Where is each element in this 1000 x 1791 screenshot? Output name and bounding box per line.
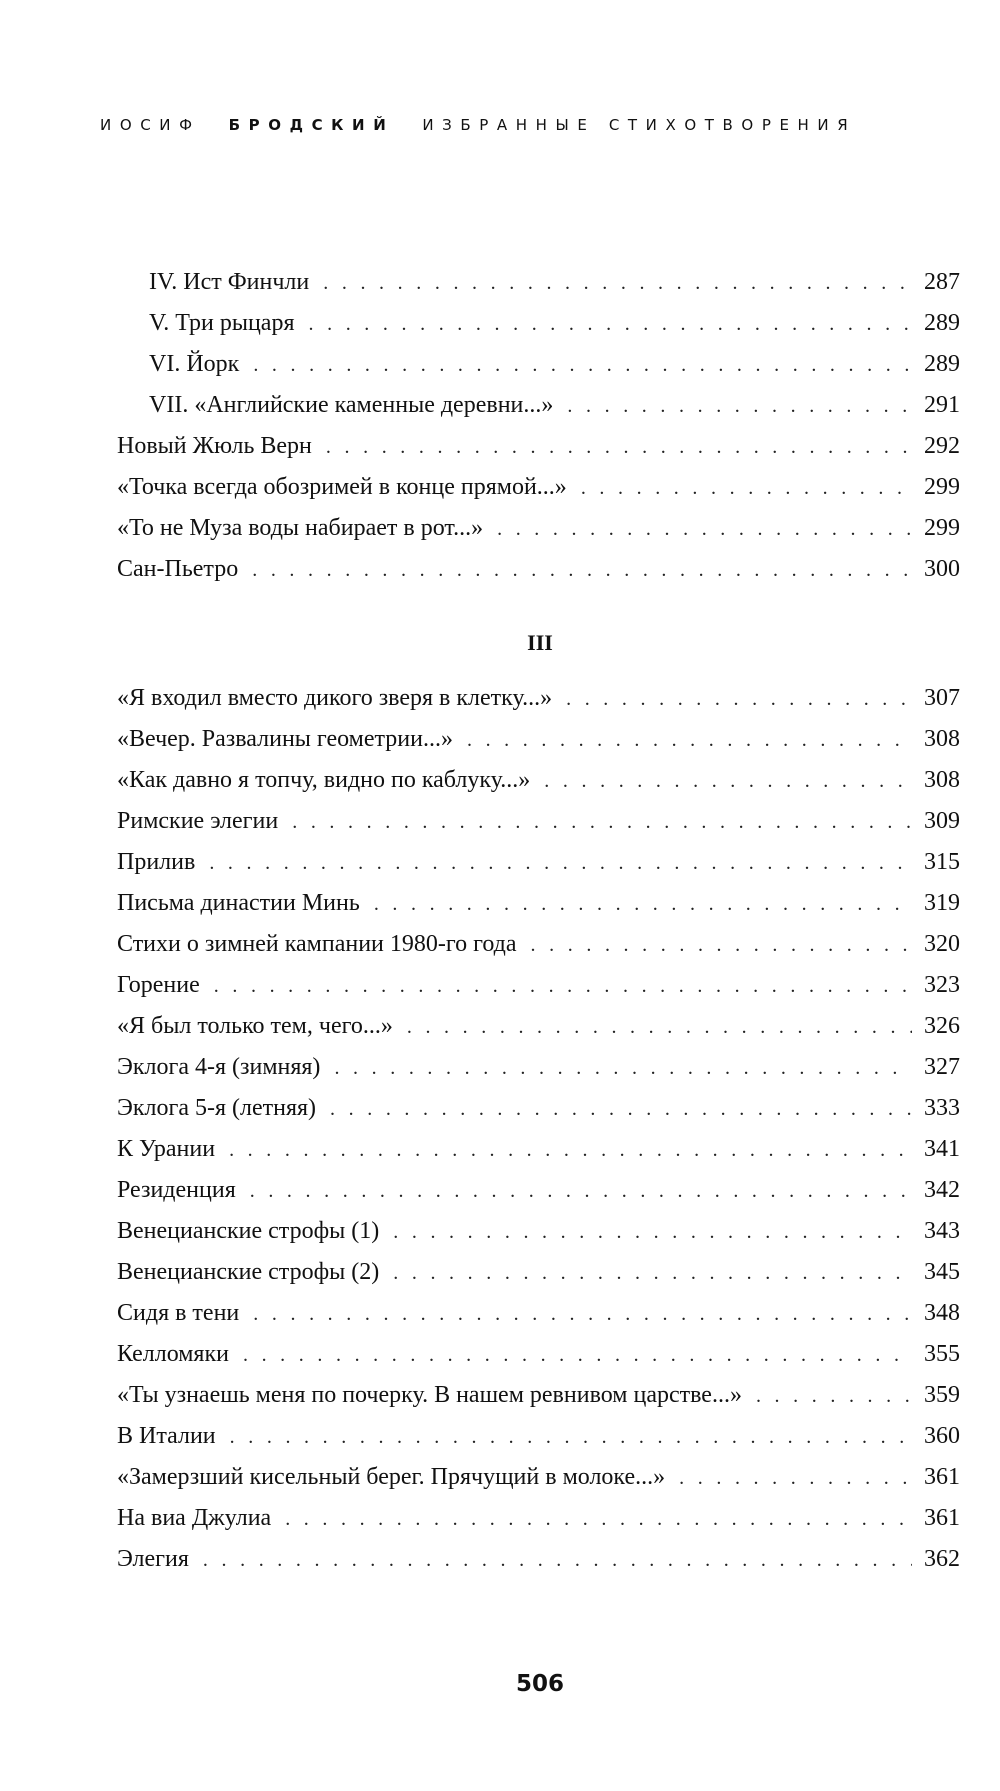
toc-entry — [117, 678, 960, 719]
toc-entry-page: 333 — [924, 1095, 960, 1121]
toc-entry-title: Римские элегии — [117, 808, 279, 834]
toc-entry-title: К Урании — [117, 1136, 216, 1162]
toc-entry-title: V. Три рыцаря — [149, 310, 295, 336]
dot-leader — [214, 966, 912, 1007]
dot-leader — [544, 761, 912, 802]
dot-leader — [756, 1376, 912, 1417]
toc-entry-page: 327 — [924, 1054, 960, 1080]
toc-entry — [117, 1047, 960, 1088]
toc-entry-page: 315 — [924, 849, 960, 875]
toc-entry — [117, 508, 960, 549]
toc-entry-title: Новый Жюль Верн — [117, 433, 312, 459]
toc-entry-title: VII. «Английские каменные деревни...» — [149, 392, 554, 418]
toc-entry-page: 345 — [924, 1259, 960, 1285]
toc-entry-page: 299 — [924, 474, 960, 500]
toc-entry-title: Прилив — [117, 849, 196, 875]
dot-leader — [467, 720, 912, 761]
author-first-name: ИОСИФ — [100, 116, 201, 134]
dot-leader — [497, 509, 912, 550]
toc-entry — [117, 1375, 960, 1416]
toc-entry-page: 291 — [924, 392, 960, 418]
dot-leader — [253, 345, 912, 386]
toc-entry-title: Письма династии Минь — [117, 890, 360, 916]
dot-leader — [229, 1130, 912, 1171]
toc-entry-title: Горение — [117, 972, 200, 998]
dot-leader — [250, 1171, 912, 1212]
dot-leader — [253, 1294, 912, 1335]
toc-entry-page: 307 — [924, 685, 960, 711]
book-title: ИЗБРАННЫЕ СТИХОТВОРЕНИЯ — [422, 116, 857, 134]
dot-leader — [323, 263, 912, 304]
dot-leader — [566, 679, 912, 720]
section-heading: III — [527, 630, 553, 655]
toc-entry — [117, 1539, 960, 1580]
toc-entry-page: 362 — [924, 1546, 960, 1572]
toc-entry-page: 361 — [924, 1505, 960, 1531]
toc-entry-page: 309 — [924, 808, 960, 834]
toc-entry — [117, 924, 960, 965]
toc-entry — [117, 1498, 960, 1539]
dot-leader — [374, 884, 912, 925]
dot-leader — [581, 468, 912, 509]
dot-leader — [230, 1417, 912, 1458]
toc-entry — [117, 1006, 960, 1047]
dot-leader — [209, 843, 912, 884]
toc-entry — [117, 1293, 960, 1334]
toc-entry — [117, 303, 960, 344]
toc-entry-title: Резиденция — [117, 1177, 236, 1203]
toc-entry-title: Венецианские строфы (2) — [117, 1259, 380, 1285]
dot-leader — [330, 1089, 912, 1130]
toc-entry — [117, 426, 960, 467]
toc-entry — [117, 467, 960, 508]
toc-entry-title: Сан-Пьетро — [117, 556, 239, 582]
toc-entry — [117, 1334, 960, 1375]
dot-leader — [326, 427, 912, 468]
toc-entry-page: 348 — [924, 1300, 960, 1326]
toc-entry-page: 359 — [924, 1382, 960, 1408]
toc-entry — [117, 1252, 960, 1293]
toc-entry — [117, 719, 960, 760]
toc-entry-title: IV. Ист Финчли — [149, 269, 310, 295]
toc-entry-page: 308 — [924, 726, 960, 752]
toc-entry-title: Элегия — [117, 1546, 189, 1572]
toc-entry-title: Стихи о зимней кампании 1980-го года — [117, 931, 517, 957]
toc-entry-page: 287 — [924, 269, 960, 295]
toc-entry — [117, 965, 960, 1006]
dot-leader — [679, 1458, 912, 1499]
toc-entry-title: В Италии — [117, 1423, 216, 1449]
toc-entry-page: 326 — [924, 1013, 960, 1039]
toc-entry — [117, 385, 960, 426]
toc-entry-title: На виа Джулиа — [117, 1505, 272, 1531]
toc-entry-page: 319 — [924, 890, 960, 916]
toc-entry-page: 292 — [924, 433, 960, 459]
toc-entry-title: «Точка всегда обозримей в конце прямой...» — [117, 474, 567, 500]
toc-entry-title: «То не Муза воды набирает в рот...» — [117, 515, 484, 541]
toc-entry-title: Келломяки — [117, 1341, 229, 1367]
dot-leader — [567, 386, 912, 427]
toc-entry — [117, 549, 960, 590]
toc-entry-page: 342 — [924, 1177, 960, 1203]
dot-leader — [309, 304, 913, 345]
toc-entry-title: «Я был только тем, чего...» — [117, 1013, 393, 1039]
dot-leader — [393, 1253, 912, 1294]
toc-entry — [117, 262, 960, 303]
dot-leader — [531, 925, 912, 966]
toc-entry-page: 308 — [924, 767, 960, 793]
toc-entry-page: 360 — [924, 1423, 960, 1449]
dot-leader — [334, 1048, 912, 1089]
toc-entry-page: 341 — [924, 1136, 960, 1162]
toc-entry-title: «Замерзший кисельный берег. Прячущий в молоке...» — [117, 1464, 666, 1490]
toc-entry — [117, 760, 960, 801]
toc-entry-page: 355 — [924, 1341, 960, 1367]
toc-entry — [117, 1457, 960, 1498]
toc-entry-title: Эклога 4-я (зимняя) — [117, 1054, 321, 1080]
toc-entry-title: Эклога 5-я (летняя) — [117, 1095, 317, 1121]
toc-entry-title: «Ты узнаешь меня по почерку. В нашем ревнивом царстве...» — [117, 1382, 742, 1408]
toc-entry-page: 289 — [924, 351, 960, 377]
toc-entry-page: 300 — [924, 556, 960, 582]
toc-entry-page: 361 — [924, 1464, 960, 1490]
toc-entry-title: Венецианские строфы (1) — [117, 1218, 380, 1244]
dot-leader — [203, 1540, 912, 1581]
toc-entry-title: «Как давно я топчу, видно по каблуку...» — [117, 767, 531, 793]
toc-entry — [117, 1170, 960, 1211]
toc-entry-title: Сидя в тени — [117, 1300, 240, 1326]
dot-leader — [285, 1499, 912, 1540]
page-number: 506 — [515, 1671, 564, 1697]
toc-entry-page: 299 — [924, 515, 960, 541]
toc-entry — [117, 1088, 960, 1129]
toc-entry — [117, 344, 960, 385]
running-head — [100, 116, 970, 134]
dot-leader — [407, 1007, 912, 1048]
toc-section-iii — [117, 678, 960, 1580]
toc-continued — [117, 262, 960, 590]
toc-entry — [117, 1129, 960, 1170]
toc-entry-title: «Вечер. Развалины геометрии...» — [117, 726, 453, 752]
toc-entry-title: «Я входил вместо дикого зверя в клетку...» — [117, 685, 553, 711]
toc-entry — [117, 801, 960, 842]
toc-entry-page: 323 — [924, 972, 960, 998]
toc-entry — [117, 883, 960, 924]
dot-leader — [252, 550, 912, 591]
toc-entry-page: 343 — [924, 1218, 960, 1244]
toc-entry — [117, 1416, 960, 1457]
dot-leader — [393, 1212, 912, 1253]
toc-entry-page: 289 — [924, 310, 960, 336]
toc-entry — [117, 1211, 960, 1252]
toc-entry-title: VI. Йорк — [149, 351, 240, 377]
toc-entry — [117, 842, 960, 883]
toc-entry-page: 320 — [924, 931, 960, 957]
author-last-name: БРОДСКИЙ — [228, 116, 395, 134]
dot-leader — [292, 802, 912, 843]
dot-leader — [243, 1335, 912, 1376]
